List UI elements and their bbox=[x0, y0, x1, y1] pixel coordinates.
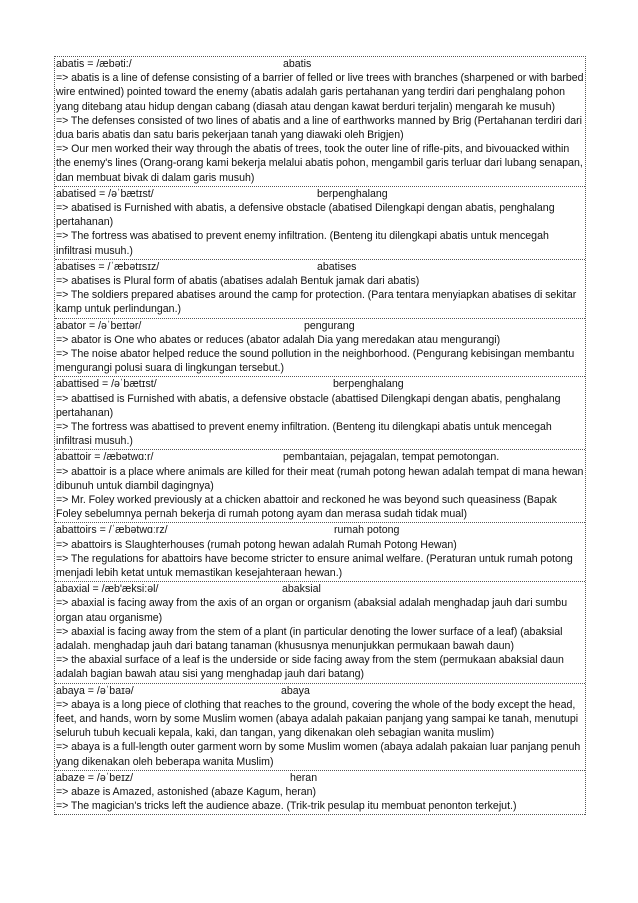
term-translation: berpenghalang bbox=[333, 378, 404, 391]
entry-heading bbox=[56, 187, 584, 201]
entry-abattised bbox=[55, 377, 585, 450]
term-pronunciation: abattoirs = /ˈæbətwɑːrz/ bbox=[56, 524, 168, 537]
entry-abator bbox=[55, 319, 585, 378]
definition-line: => abatises is Plural form of abatis (abatises adalah Bentuk jamak dari abatis) bbox=[56, 275, 420, 287]
definition-line: => abattoirs is Slaughterhouses (rumah potong hewan adalah Rumah Potong Hewan) bbox=[56, 538, 457, 551]
definition-line: => abaxial is facing away from the axis of an organ or organism (abaksial adalah menghadap jauh dari sumbu organ atau organisme) bbox=[56, 597, 568, 624]
term-pronunciation: abatised = /əˈbætɪst/ bbox=[56, 187, 154, 200]
entry-heading bbox=[56, 377, 584, 391]
entry-heading bbox=[56, 260, 584, 274]
term-pronunciation: abattoir = /æbətwɑ:r/ bbox=[56, 451, 154, 464]
entry-abaya bbox=[55, 684, 585, 771]
example-line: => The fortress was abattised to prevent enemy infiltration. (Benteng itu dilengkapi abatis untuk mencegah infiltrasi musuh.) bbox=[56, 421, 552, 448]
example-line: => The magician's tricks left the audience abaze. (Trik-trik pesulap itu membuat penonton terkejut.) bbox=[56, 800, 517, 813]
definition-line: => abatised is Furnished with abatis, a defensive obstacle (abatised Dilengkapi dengan abatis, penghalang pertahanan) bbox=[56, 202, 555, 229]
example-line: => Our men worked their way through the abatis of trees, took the outer line of rifle-pits, and bivouacked within the enemy's lines (Orang-orang kami bekerja melalui abatis pohon, mengambil garis terluar dari lubang senapan, dan membuat bivak di dalam garis musuh) bbox=[56, 143, 583, 184]
term-pronunciation: abaya = /əˈbaɪə/ bbox=[56, 684, 134, 697]
definition-line: => abattised is Furnished with abatis, a defensive obstacle (abattised Dilengkapi dengan abatis, penghalang pertahanan) bbox=[56, 392, 561, 419]
term-translation: abatis bbox=[283, 58, 312, 70]
term-pronunciation: abator = /əˈbeɪtər/ bbox=[56, 319, 142, 332]
entry-heading bbox=[56, 523, 584, 537]
example-line: => Mr. Foley worked previously at a chicken abattoir and reckoned he was beyond such queasiness (Bapak Foley sebelumnya pernah bekerja di rumah potong ayam dan merasa sudah tidak mual) bbox=[56, 494, 557, 521]
example-line: => The soldiers prepared abatises around the camp for protection. (Para tentara menyiapkan abatises di sekitar kamp untuk perlindungan.) bbox=[56, 289, 577, 316]
example-line: => The fortress was abatised to prevent enemy infiltration. (Benteng itu dilengkapi abatis untuk mencegah infiltrasi musuh.) bbox=[56, 230, 549, 257]
term-translation: pengurang bbox=[304, 319, 355, 332]
term-pronunciation: abatis = /æbəti:/ bbox=[56, 58, 132, 70]
term-pronunciation: abaxial = /æb'æksi:əl/ bbox=[56, 583, 159, 596]
entry-heading bbox=[56, 684, 584, 698]
term-pronunciation: abattised = /əˈbætɪst/ bbox=[56, 378, 157, 391]
entry-heading bbox=[56, 57, 584, 71]
term-translation: heran bbox=[290, 771, 318, 784]
example-line: => The regulations for abattoirs have become stricter to ensure animal welfare. (Peraturan untuk rumah potong menjadi lebih ketat untuk memastikan kesejahteraan hewan.) bbox=[56, 552, 573, 579]
entry-abaze bbox=[55, 771, 585, 816]
definition-line: => abattoir is a place where animals are killed for their meat (rumah potong hewan adalah tempat di mana hewan dibunuh untuk diambil dagingnya) bbox=[56, 465, 584, 492]
example-line: => the abaxial surface of a leaf is the underside or side facing away from the stem (permukaan abaksial daun adalah bagian bawah atau sisi yang menghadap jauh dari batang) bbox=[56, 654, 564, 681]
entry-heading bbox=[56, 319, 584, 333]
definition-line: => abatis is a line of defense consisting of a barrier of felled or live trees with branches (sharpened or with barbed wire entwined) pointed toward the enemy (abatis adalah garis pertahanan yang terdiri dari penghalang pohon yang ditebang atau hidup dengan cabang (diasah atau dengan kawat berduri terjalin) mengarah ke musuh) bbox=[56, 72, 584, 113]
definition-line: => abaya is a full-length outer garment worn by some Muslim women (abaya adalah pakaian luar panjang penuh yang dikenakan oleh beberapa wanita Muslim) bbox=[56, 741, 581, 768]
term-translation: berpenghalang bbox=[317, 187, 388, 200]
entry-abatised bbox=[55, 187, 585, 260]
definition-line: => abaya is a long piece of clothing that reaches to the ground, covering the whole of the body except the head, feet, and hands, worn by some Muslim women (abaya adalah pakaian panjang yang sampai ke tanah, menutupi seluruh tubuh kecuali kepala, kaki, dan tangan, yang dikenakan oleh sebagian wanita muslim) bbox=[56, 698, 579, 740]
term-translation: abaya bbox=[281, 684, 310, 697]
entry-heading bbox=[56, 771, 584, 785]
example-line: => The noise abator helped reduce the sound pollution in the neighborhood. (Pengurang kebisingan membantu mengurangi polusi suara di lingkungan tersebut.) bbox=[56, 348, 575, 375]
entry-abatis bbox=[55, 57, 585, 187]
definition-line: => abaze is Amazed, astonished (abaze Kagum, heran) bbox=[56, 786, 317, 798]
term-translation: rumah potong bbox=[334, 524, 400, 537]
entry-abattoirs bbox=[55, 523, 585, 582]
term-translation: abatises bbox=[317, 260, 357, 273]
entry-heading bbox=[56, 582, 584, 596]
entry-heading bbox=[56, 450, 584, 464]
definition-line: => abator is One who abates or reduces (abator adalah Dia yang meredakan atau mengurangi) bbox=[56, 333, 501, 346]
term-pronunciation: abatises = /ˈæbətɪsɪz/ bbox=[56, 260, 160, 273]
example-line: => The defenses consisted of two lines of abatis and a line of earthworks manned by Brig (Pertahanan terdiri dari dua baris abatis dan satu baris pekerjaan tanah yang diawaki oleh Brigjen) bbox=[56, 114, 582, 141]
term-translation: abaksial bbox=[282, 583, 321, 596]
entry-abaxial bbox=[55, 582, 585, 683]
definition-line: => abaxial is facing away from the stem of a plant (in particular denoting the lower surface of a leaf) (abaksial adalah. menghadap jauh dari batang tanaman (khususnya menunjukkan permukaan bawah daun) bbox=[56, 625, 563, 652]
glossary-table bbox=[54, 56, 586, 815]
entry-abatises bbox=[55, 260, 585, 319]
term-pronunciation: abaze = /əˈbeɪz/ bbox=[56, 771, 134, 784]
entry-abattoir bbox=[55, 450, 585, 523]
term-translation: pembantaian, pejagalan, tempat pemotongan. bbox=[283, 451, 500, 464]
